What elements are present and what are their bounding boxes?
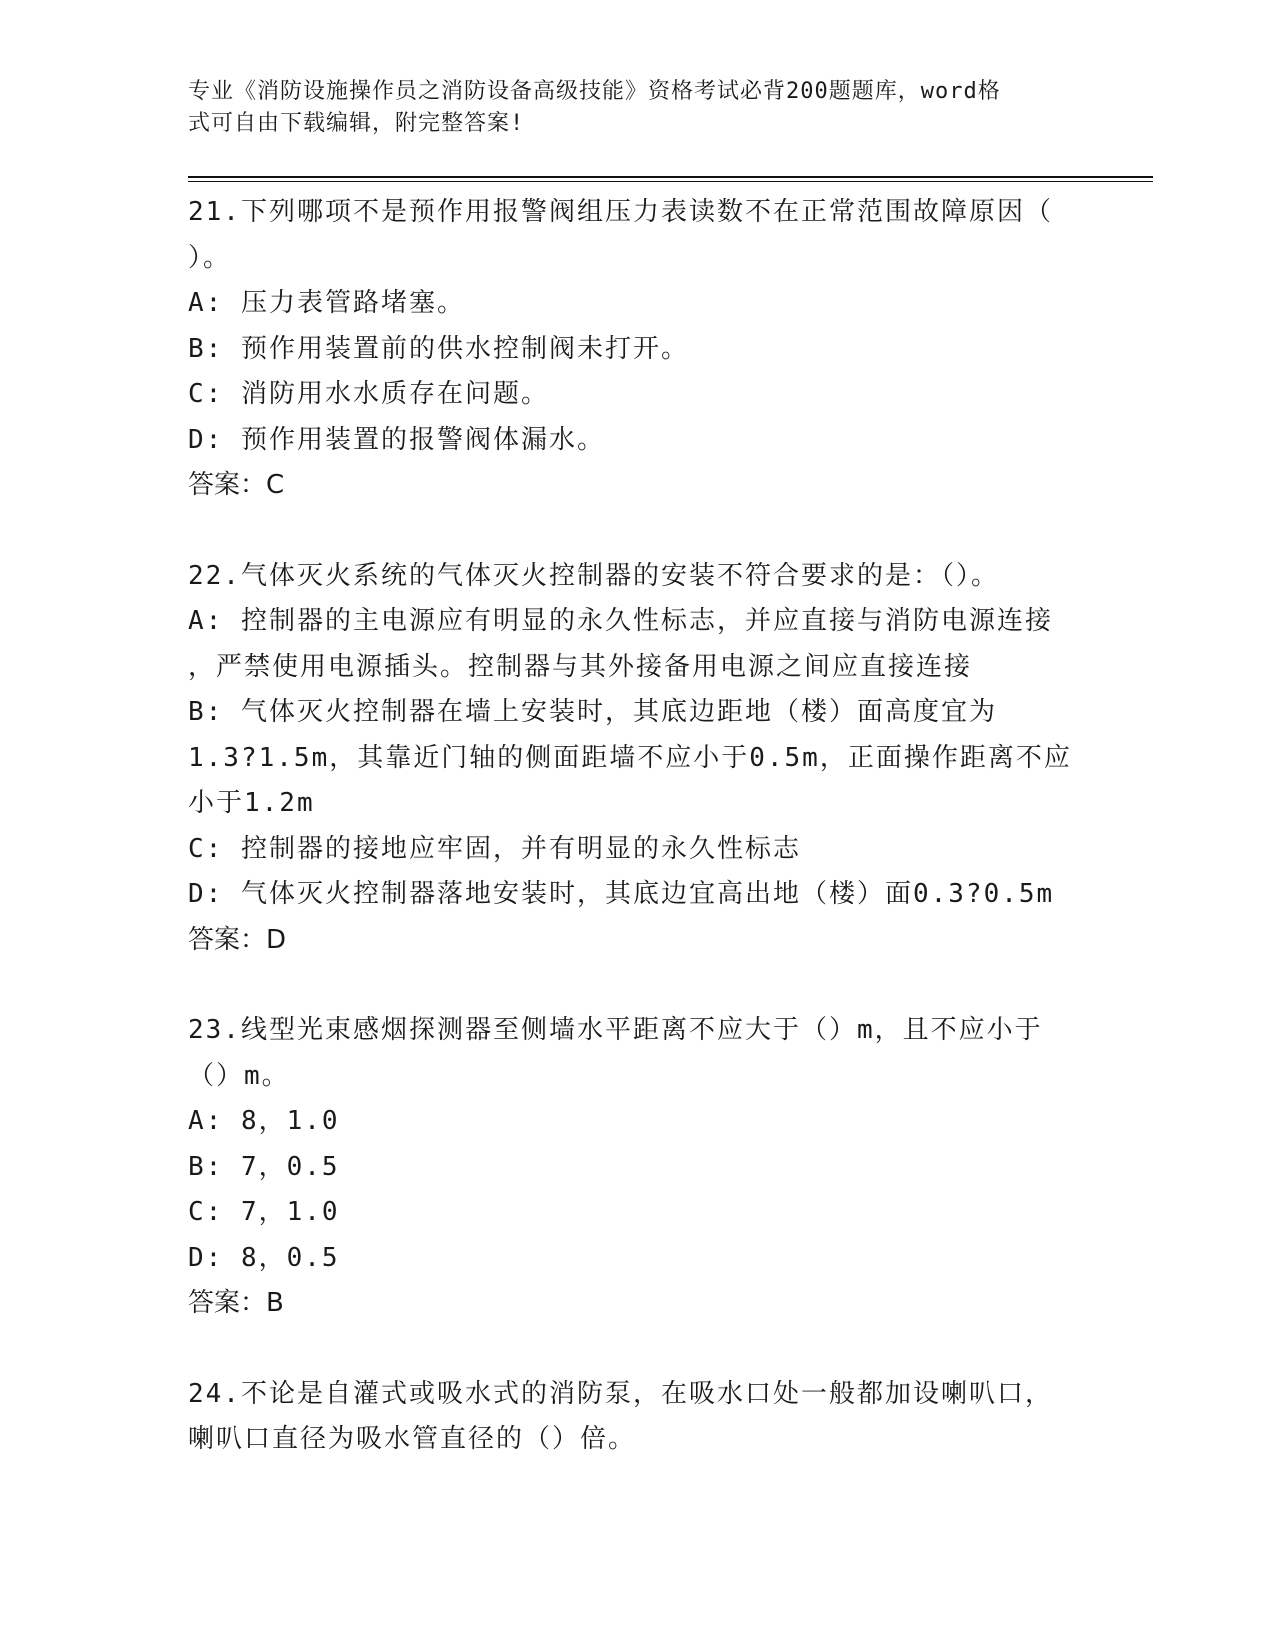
- option-c: C: 7，1.0: [188, 1197, 340, 1227]
- question-22: [188, 554, 1088, 964]
- option-b: B: 气体灭火控制器在墙上安装时，其底边距地（楼）面高度宜为: [188, 697, 997, 727]
- option-c: C: 控制器的接地应牢固，并有明显的永久性标志: [188, 833, 801, 864]
- option-a: A: 控制器的主电源应有明显的永久性标志，并应直接与消防电源连接: [188, 606, 1053, 636]
- question-stem: 22.气体灭火系统的气体灭火控制器的安装不符合要求的是：（）。: [188, 560, 999, 591]
- option-b: B: 预作用装置前的供水控制阀未打开。: [188, 333, 689, 364]
- option-d: D: 气体灭火控制器落地安装时，其底边宜高出地（楼）面0.3?0.5m: [188, 879, 1055, 909]
- spacer: [188, 963, 1088, 1008]
- header-line-1: 专业《消防设施操作员之消防设备高级技能》资格考试必背200题题库，word格: [188, 79, 1001, 104]
- header-divider-thin: [188, 181, 1153, 182]
- option-a-continued: ，严禁使用电源插头。控制器与其外接备用电源之间应直接连接: [188, 651, 973, 682]
- option-a: A: 压力表管路堵塞。: [188, 288, 465, 318]
- question-stem: 喇叭口直径为吸水管直径的（）倍。: [188, 1424, 637, 1454]
- question-stem: 23.线型光束感烟探测器至侧墙水平距离不应大于（）m，且不应小于: [188, 1015, 1043, 1045]
- option-c: C: 消防用水水质存在问题。: [188, 379, 549, 409]
- option-b: B: 7，0.5: [188, 1151, 340, 1182]
- question-stem: 21.下列哪项不是预作用报警阀组压力表读数不在正常范围故障原因（: [188, 197, 1053, 227]
- question-list: [188, 190, 1088, 1463]
- spacer: [188, 1327, 1088, 1372]
- option-b-continued: 小于1.2m: [188, 788, 315, 818]
- option-d: D: 8，0.5: [188, 1242, 340, 1273]
- question-23: [188, 1008, 1088, 1327]
- option-a: A: 8，1.0: [188, 1106, 340, 1136]
- answer-label: 答案：B: [188, 1288, 284, 1318]
- question-24: [188, 1372, 1088, 1463]
- question-stem: ）。: [188, 242, 232, 273]
- spacer: [188, 509, 1088, 554]
- question-stem: （）m。: [188, 1060, 290, 1091]
- answer-label: 答案：C: [188, 470, 285, 500]
- question-21: [188, 190, 1088, 509]
- question-stem: 24.不论是自灌式或吸水式的消防泵，在吸水口处一般都加设喇叭口，: [188, 1378, 1053, 1409]
- answer-label: 答案：D: [188, 924, 287, 955]
- document-header: [188, 76, 1068, 140]
- header-divider-thick: [188, 176, 1153, 178]
- option-d: D: 预作用装置的报警阀体漏水。: [188, 424, 605, 455]
- option-b-continued: 1.3?1.5m，其靠近门轴的侧面距墙不应小于0.5m，正面操作距离不应: [188, 742, 1072, 773]
- header-line-2: 式可自由下载编辑，附完整答案!: [188, 111, 525, 136]
